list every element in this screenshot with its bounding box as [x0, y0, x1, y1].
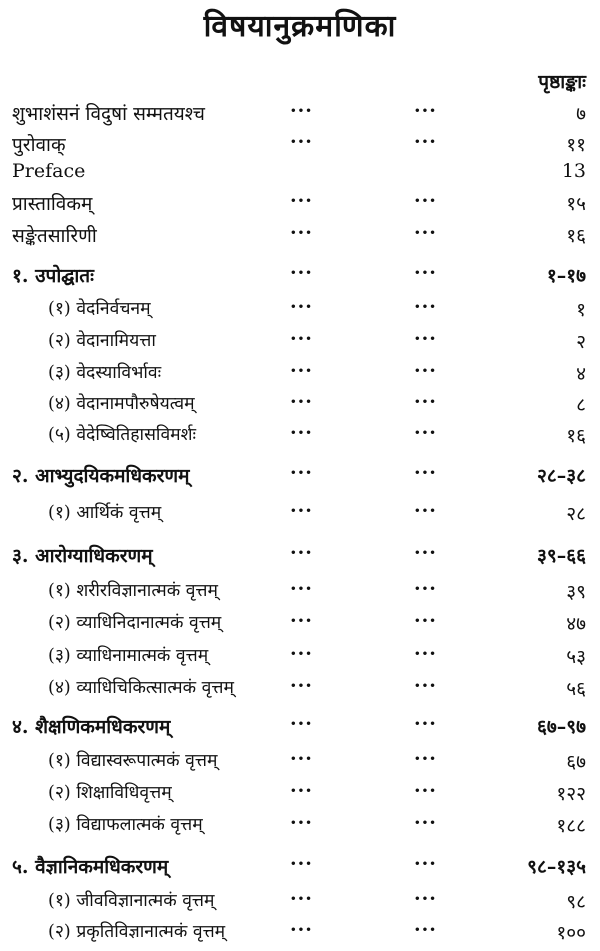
toc-entry-page: ४ — [576, 363, 586, 385]
toc-entry-page: १२२ — [556, 783, 586, 805]
leader-dots: ··· — [290, 888, 313, 910]
leader-dots: ··· — [414, 780, 437, 802]
toc-subentry — [0, 328, 600, 358]
leader-dots: ··· — [290, 262, 313, 284]
toc-subentry — [0, 296, 600, 326]
leader-dots: ··· — [290, 190, 313, 212]
toc-entry-page: १ — [576, 299, 586, 321]
leader-dots: ··· — [290, 780, 313, 802]
toc-entry — [0, 190, 600, 220]
leader-dots: ··· — [290, 391, 313, 413]
leader-dots: ··· — [414, 131, 437, 153]
toc-entry-label: (३) वेदस्याविर्भावः — [48, 363, 162, 383]
leader-dots: ··· — [414, 422, 437, 444]
leader-dots: ··· — [414, 100, 437, 122]
toc-entry-label: (२) व्याधिनिदानात्मकं वृत्तम् — [48, 613, 222, 633]
toc-entry-label: (३) विद्याफलात्मकं वृत्तम् — [48, 815, 203, 835]
toc-entry-label: (५) वेदेष्वितिहासविमर्शः — [48, 425, 197, 445]
toc-entry — [0, 100, 600, 130]
leader-dots: ··· — [290, 853, 313, 875]
toc-entry-page: ७ — [576, 103, 586, 125]
page-number-header: पृष्ठाङ्काः — [538, 71, 586, 93]
toc-subentry — [0, 578, 600, 608]
toc-entry-page: ६७ — [566, 751, 586, 773]
leader-dots: ··· — [290, 100, 313, 122]
toc-entry-page: 13 — [561, 160, 586, 182]
toc-entry-page: २८ — [566, 503, 586, 525]
leader-dots: ··· — [414, 542, 437, 564]
toc-entry-label: २. आभ्युदयिकमधिकरणम् — [12, 465, 190, 487]
toc-entry-label: (३) व्याधिनामात्मकं वृत्तम् — [48, 646, 209, 666]
toc-entry-page: ५३ — [566, 646, 586, 668]
leader-dots: ··· — [414, 610, 437, 632]
leader-dots: ··· — [414, 360, 437, 382]
leader-dots: ··· — [414, 462, 437, 484]
toc-entry-label: १. उपोद्घातः — [12, 265, 94, 287]
leader-dots: ··· — [290, 360, 313, 382]
toc-subentry — [0, 888, 600, 918]
toc-entry-label: पुरोवाक् — [12, 134, 66, 156]
toc-entry-label: सङ्केतसारिणी — [12, 225, 97, 247]
toc-entry-page: १६ — [566, 225, 586, 247]
leader-dots: ··· — [414, 713, 437, 735]
leader-dots: ··· — [290, 422, 313, 444]
toc-entry-label: ३. आरोग्याधिकरणम् — [12, 545, 153, 567]
toc-subentry — [0, 391, 600, 421]
leader-dots: ··· — [414, 328, 437, 350]
leader-dots: ··· — [290, 296, 313, 318]
toc-entry — [0, 222, 600, 252]
leader-dots: ··· — [414, 812, 437, 834]
leader-dots: ··· — [414, 296, 437, 318]
toc-entry-page: ५६ — [566, 678, 586, 700]
toc-chapter — [0, 262, 600, 292]
toc-subentry — [0, 360, 600, 390]
leader-dots: ··· — [414, 853, 437, 875]
toc-entry-page: ११ — [566, 134, 586, 156]
toc-entry-label: (२) शिक्षाविधिवृत्तम् — [48, 783, 172, 803]
leader-dots: ··· — [290, 675, 313, 697]
toc-subentry — [0, 812, 600, 842]
toc-entry-page: ९८ — [566, 891, 586, 913]
leader-dots: ··· — [290, 812, 313, 834]
toc-entry-page: २ — [576, 331, 586, 353]
toc-entry-page: १५ — [566, 193, 586, 215]
leader-dots: ··· — [290, 748, 313, 770]
toc-entry-page: १६ — [566, 425, 586, 447]
toc-entry-label: (१) विद्यास्वरूपात्मकं वृत्तम् — [48, 751, 218, 771]
toc-entry-page: ३९ — [566, 581, 586, 603]
toc-chapter — [0, 853, 600, 883]
toc-subentry — [0, 919, 600, 949]
toc-entry-label: (१) जीवविज्ञानात्मकं वृत्तम् — [48, 891, 215, 911]
leader-dots: ··· — [290, 578, 313, 600]
toc-entry-label: Preface — [12, 160, 86, 182]
toc-entry-label: शुभाशंसनं विदुषां सम्मतयश्च — [12, 103, 205, 125]
toc-entry-label: (१) वेदनिर्वचनम् — [48, 299, 151, 319]
toc-entry-page: ३९–६६ — [536, 545, 586, 567]
leader-dots: ··· — [414, 643, 437, 665]
leader-dots: ··· — [290, 131, 313, 153]
toc-entry-label: (२) वेदानामियत्ता — [48, 331, 156, 351]
toc-chapter — [0, 462, 600, 492]
toc-entry-page: १–१७ — [546, 265, 586, 287]
toc-chapter — [0, 713, 600, 743]
leader-dots: ··· — [414, 190, 437, 212]
toc-entry — [0, 131, 600, 161]
leader-dots: ··· — [290, 610, 313, 632]
toc-subentry — [0, 643, 600, 673]
leader-dots: ··· — [414, 748, 437, 770]
toc-entry-page: १८८ — [556, 815, 586, 837]
toc-entry-page: ८ — [576, 394, 586, 416]
toc-subentry — [0, 500, 600, 530]
toc-entry-label: (१) शरीरविज्ञानात्मकं वृत्तम् — [48, 581, 218, 601]
leader-dots: ··· — [290, 462, 313, 484]
toc-entry-label: (१) आर्थिकं वृत्तम् — [48, 503, 162, 523]
leader-dots: ··· — [414, 919, 437, 941]
leader-dots: ··· — [290, 643, 313, 665]
toc-entry-page: २८–३८ — [536, 465, 586, 487]
toc-entry-page: १०० — [556, 922, 586, 944]
leader-dots: ··· — [414, 222, 437, 244]
toc-entry-label: (२) प्रकृतिविज्ञानात्मकं वृत्तम् — [48, 922, 226, 942]
toc-entry-label: (४) वेदानामपौरुषेयत्वम् — [48, 394, 195, 414]
toc-entry-label: (४) व्याधिचिकित्सात्मकं वृत्तम् — [48, 678, 234, 698]
leader-dots: ··· — [290, 542, 313, 564]
toc-entry-page: ६७–९७ — [536, 716, 586, 738]
toc-entry-label: ५. वैज्ञानिकमधिकरणम् — [12, 856, 169, 878]
toc-subentry — [0, 675, 600, 705]
leader-dots: ··· — [414, 578, 437, 600]
toc-entry — [0, 160, 600, 190]
leader-dots: ··· — [290, 919, 313, 941]
leader-dots: ··· — [414, 500, 437, 522]
leader-dots: ··· — [414, 262, 437, 284]
leader-dots: ··· — [290, 328, 313, 350]
toc-subentry — [0, 610, 600, 640]
leader-dots: ··· — [290, 500, 313, 522]
toc-chapter — [0, 542, 600, 572]
leader-dots: ··· — [290, 713, 313, 735]
leader-dots: ··· — [414, 675, 437, 697]
page-title: विषयानुक्रमणिका — [203, 9, 397, 44]
toc-entry-page: ९८–१३५ — [527, 856, 586, 878]
toc-subentry — [0, 422, 600, 452]
toc-entry-page: ४७ — [566, 613, 586, 635]
leader-dots: ··· — [414, 888, 437, 910]
toc-entry-label: ४. शैक्षणिकमधिकरणम् — [12, 716, 171, 738]
toc-subentry — [0, 780, 600, 810]
toc-subentry — [0, 748, 600, 778]
toc-entry-label: प्रास्ताविकम् — [12, 193, 93, 215]
leader-dots: ··· — [290, 222, 313, 244]
leader-dots: ··· — [414, 391, 437, 413]
